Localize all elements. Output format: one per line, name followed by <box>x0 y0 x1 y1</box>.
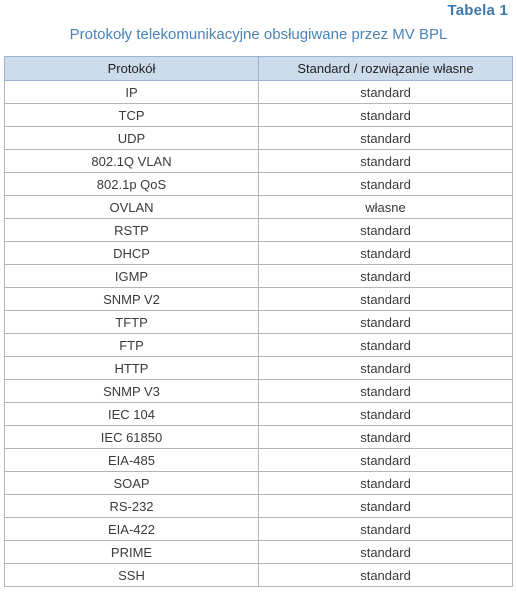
cell-protocol: IP <box>5 81 259 104</box>
cell-standard: standard <box>259 449 513 472</box>
cell-protocol: RSTP <box>5 219 259 242</box>
table-row <box>5 564 513 587</box>
table-row <box>5 380 513 403</box>
cell-protocol: RS-232 <box>5 495 259 518</box>
table-row <box>5 127 513 150</box>
cell-standard: standard <box>259 219 513 242</box>
cell-standard: standard <box>259 127 513 150</box>
cell-protocol: SOAP <box>5 472 259 495</box>
cell-standard: standard <box>259 150 513 173</box>
cell-protocol: UDP <box>5 127 259 150</box>
cell-standard: standard <box>259 426 513 449</box>
table-row <box>5 173 513 196</box>
cell-protocol: SNMP V2 <box>5 288 259 311</box>
table-row <box>5 288 513 311</box>
table-number: Tabela 1 <box>447 2 508 19</box>
cell-protocol: EIA-485 <box>5 449 259 472</box>
cell-protocol: IEC 104 <box>5 403 259 426</box>
table-row <box>5 449 513 472</box>
protocols-table <box>4 56 513 587</box>
cell-standard: standard <box>259 311 513 334</box>
cell-standard: standard <box>259 403 513 426</box>
cell-standard: standard <box>259 242 513 265</box>
cell-standard: standard <box>259 104 513 127</box>
cell-standard: standard <box>259 265 513 288</box>
cell-protocol: EIA-422 <box>5 518 259 541</box>
cell-standard: standard <box>259 288 513 311</box>
cell-standard: standard <box>259 564 513 587</box>
cell-protocol: SSH <box>5 564 259 587</box>
table-row <box>5 196 513 219</box>
table-row <box>5 242 513 265</box>
cell-protocol: IGMP <box>5 265 259 288</box>
cell-standard: własne <box>259 196 513 219</box>
table-row <box>5 518 513 541</box>
cell-protocol: TCP <box>5 104 259 127</box>
cell-protocol: SNMP V3 <box>5 380 259 403</box>
cell-standard: standard <box>259 380 513 403</box>
table-body <box>5 81 513 587</box>
cell-protocol: 802.1Q VLAN <box>5 150 259 173</box>
cell-protocol: TFTP <box>5 311 259 334</box>
table-row <box>5 219 513 242</box>
cell-protocol: PRIME <box>5 541 259 564</box>
table-row <box>5 150 513 173</box>
cell-standard: standard <box>259 334 513 357</box>
table-row <box>5 472 513 495</box>
protocols-table-container <box>4 56 512 587</box>
table-row <box>5 426 513 449</box>
cell-standard: standard <box>259 81 513 104</box>
cell-protocol: OVLAN <box>5 196 259 219</box>
cell-protocol: IEC 61850 <box>5 426 259 449</box>
table-row <box>5 541 513 564</box>
cell-protocol: FTP <box>5 334 259 357</box>
table-row <box>5 403 513 426</box>
cell-protocol: HTTP <box>5 357 259 380</box>
cell-standard: standard <box>259 472 513 495</box>
table-row <box>5 104 513 127</box>
table-row <box>5 81 513 104</box>
table-row <box>5 357 513 380</box>
cell-protocol: DHCP <box>5 242 259 265</box>
table-caption: Protokoły telekomunikacyjne obsługiwane przez MV BPL <box>69 26 448 43</box>
table-row <box>5 495 513 518</box>
cell-standard: standard <box>259 357 513 380</box>
cell-standard: standard <box>259 173 513 196</box>
cell-standard: standard <box>259 518 513 541</box>
cell-protocol: 802.1p QoS <box>5 173 259 196</box>
table-row <box>5 311 513 334</box>
table-header-row <box>5 57 513 81</box>
header-protocol: Protokół <box>5 57 259 81</box>
cell-standard: standard <box>259 541 513 564</box>
cell-standard: standard <box>259 495 513 518</box>
header-standard: Standard / rozwiązanie własne <box>259 57 513 81</box>
table-row <box>5 265 513 288</box>
table-row <box>5 334 513 357</box>
